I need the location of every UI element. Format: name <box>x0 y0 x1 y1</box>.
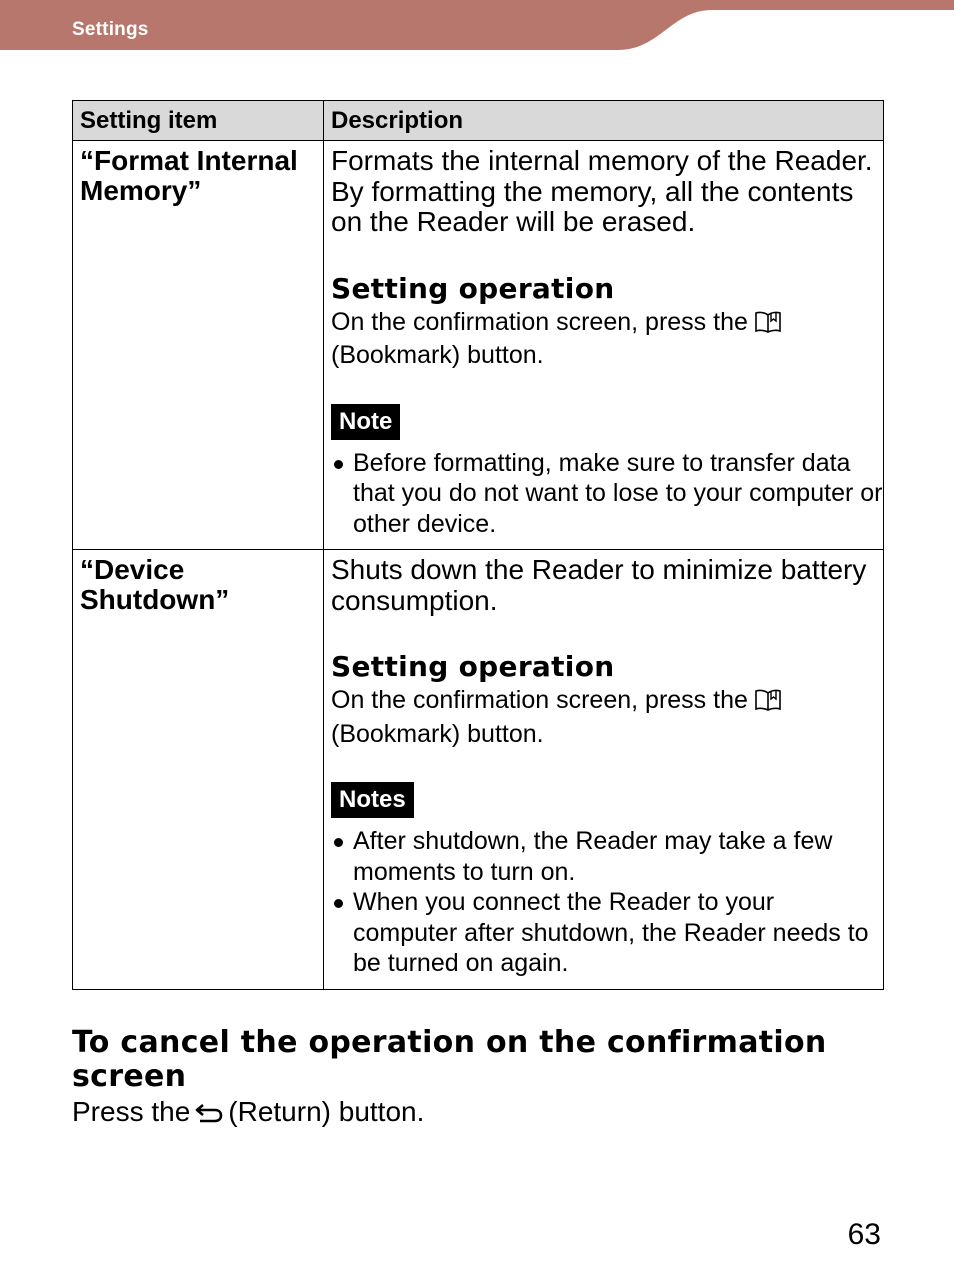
setting-description <box>324 550 884 990</box>
bullet-icon <box>334 899 343 908</box>
setting-operation-heading: Setting operation <box>331 650 615 683</box>
setting-operation-heading: Setting operation <box>331 271 615 305</box>
table-row <box>73 141 884 550</box>
description-lead: Formats the internal memory of the Reader. By formatting the memory, all the contents on the Reader will be erased. <box>331 145 873 237</box>
return-icon <box>194 1098 224 1130</box>
bookmark-icon <box>754 310 782 341</box>
bookmark-icon <box>754 688 782 719</box>
operation-text-after: (Bookmark) button. <box>331 341 544 369</box>
note-text: When you connect the Reader to your computer after shutdown, the Reader needs to be turned on again. <box>353 888 869 977</box>
list-item <box>331 887 883 979</box>
table-header-row <box>73 101 884 141</box>
list-item <box>331 448 883 540</box>
operation-text-before: On the confirmation screen, press the <box>331 686 748 714</box>
settings-table <box>72 100 884 990</box>
setting-operation-text <box>331 307 883 371</box>
setting-item-name: “Format Internal Memory” <box>73 141 324 550</box>
operation-text-before: On the confirmation screen, press the <box>331 307 748 336</box>
cancel-heading: To cancel the operation on the confirmation screen <box>72 1025 827 1094</box>
page-number: 63 <box>847 1218 881 1251</box>
notes-list <box>331 448 883 540</box>
description-lead: Shuts down the Reader to minimize battery consumption. <box>331 554 867 616</box>
note-text: After shutdown, the Reader may take a few moments to turn on. <box>353 827 833 886</box>
cancel-text-after: (Return) button. <box>228 1096 425 1127</box>
setting-description <box>324 141 884 550</box>
list-item <box>331 826 883 887</box>
note-text: Before formatting, make sure to transfer data that you do not want to lose to your computer or other device. <box>353 448 883 538</box>
cancel-text-before: Press the <box>72 1096 191 1127</box>
table-row <box>73 550 884 990</box>
bullet-icon <box>334 460 343 469</box>
note-badge: Note <box>331 404 400 440</box>
notes-list <box>331 826 883 979</box>
bullet-icon <box>334 838 343 847</box>
column-header-setting-item: Setting item <box>73 101 324 141</box>
section-title: Settings <box>72 19 149 40</box>
operation-text-after: (Bookmark) button. <box>331 719 544 748</box>
notes-badge: Notes <box>331 782 414 818</box>
column-header-description: Description <box>324 101 884 141</box>
setting-operation-text <box>331 685 883 749</box>
setting-item-name: “Device Shutdown” <box>73 550 324 990</box>
cancel-instruction <box>72 1096 424 1130</box>
